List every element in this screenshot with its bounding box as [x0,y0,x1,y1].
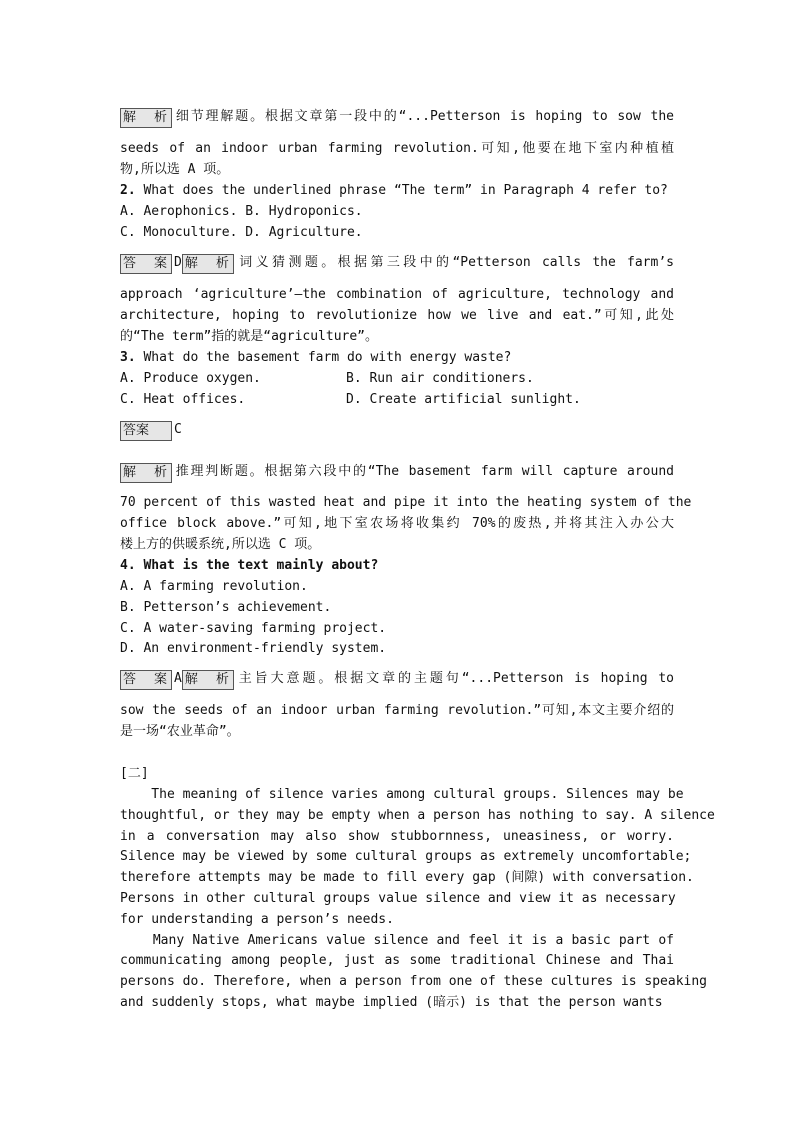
q2-analysis-line-4: 的“The term”指的就是“agriculture”。 [120,329,379,344]
q4-answer-analysis-line-1: 答案 A 解析 主旨大意题。根据文章的主题句“...Petterson is hoping to [120,670,674,690]
q1-analysis-line-1: 解析 细节理解题。根据文章第一段中的“...Petterson is hoping to sow the [120,108,674,128]
q4-number: 4. [120,558,136,573]
passage-line: therefore attempts may be made to fill every gap (间隙) with conversation. [120,870,694,886]
q3-options-cd: C. Heat offices. D. Create artificial sunlight. [120,392,581,407]
q2-stem: 2. What does the underlined phrase “The term” in Paragraph 4 refer to? [120,183,668,198]
q3-analysis-line-2: 70 percent of this wasted heat and pipe it into the heating system of the [120,495,692,510]
q4-option-c: C. A water-saving farming project. [120,621,387,636]
q4-stem: 4. What is the text mainly about? [120,558,379,573]
q3-stem: 3. What do the basement farm do with energy waste? [120,350,512,365]
q3-answer: 答案 C [120,421,674,441]
answer-tag: 答案 [120,670,172,690]
passage-line: communicating among people, just as some traditional Chinese and Thai [120,953,674,969]
q2-analysis-line-3: architecture, hoping to revolutionize how we live and eat.”可知,此处 [120,308,674,323]
q2-options-cd: C. Monoculture. D. Agriculture. [120,225,363,240]
passage-line: and suddenly stops, what maybe implied (暗示) is that the person wants [120,995,663,1010]
q2-options-ab: A. Aerophonics. B. Hydroponics. [120,204,363,219]
answer-tag: 答案 [120,421,172,441]
passage-line: Silence may be viewed by some cultural groups as extremely uncomfortable; [120,849,692,865]
q3-options-ab: A. Produce oxygen. B. Run air conditioners. [120,371,534,386]
passage-line: persons do. Therefore, when a person from one of these cultures is speaking [120,974,707,990]
analysis-tag: 解析 [182,670,234,690]
passage-line: The meaning of silence varies among cultural groups. Silences may be [120,787,684,802]
q4-option-d: D. An environment-friendly system. [120,641,387,656]
q4-answer: A [174,671,182,686]
passage-line: Persons in other cultural groups value silence and view it as necessary [120,891,676,906]
q2-analysis-line-2: approach ‘agriculture’—the combination of agriculture, technology and [120,287,674,302]
q1-analysis-line-3: 物,所以选 A 项。 [120,162,230,177]
analysis-tag: 解析 [120,108,172,128]
q2-answer-analysis-line-1: 答案 D 解析 词义猜测题。根据第三段中的“Petterson calls the farm’s [120,254,674,274]
q3-analysis-line-1: 解析 推理判断题。根据第六段中的“The basement farm will capture around [120,463,674,483]
q4-analysis-line-3: 是一场“农业革命”。 [120,724,240,739]
answer-tag: 答案 [120,254,172,274]
q2-number: 2. [120,183,136,198]
q3-number: 3. [120,350,136,365]
q4-option-b: B. Petterson’s achievement. [120,600,332,615]
q4-analysis-line-2: sow the seeds of an indoor urban farming revolution.”可知,本文主要介绍的 [120,703,674,718]
q2-answer: D [174,255,182,270]
q4-option-a: A. A farming revolution. [120,579,308,594]
q1-analysis-line-2: seeds of an indoor urban farming revolution.可知,他要在地下室内种植植 [120,141,674,156]
analysis-tag: 解析 [120,463,172,483]
passage-line: thoughtful, or they may be empty when a person has nothing to say. A silence [120,807,715,823]
passage-line: for understanding a person’s needs. [120,911,394,927]
q3-analysis-line-4: 楼上方的供暖系统,所以选 C 项。 [120,537,321,552]
passage-line: Many Native Americans value silence and feel it is a basic part of [120,932,674,948]
q3-analysis-line-3: office block above.”可知,地下室农场将收集约 70%的废热,并将其注入办公大 [120,516,674,531]
analysis-tag: 解析 [182,254,234,274]
passage-line: in a conversation may also show stubbornness, uneasiness, or worry. [120,828,674,844]
passage-2-heading: [二] [120,766,149,781]
